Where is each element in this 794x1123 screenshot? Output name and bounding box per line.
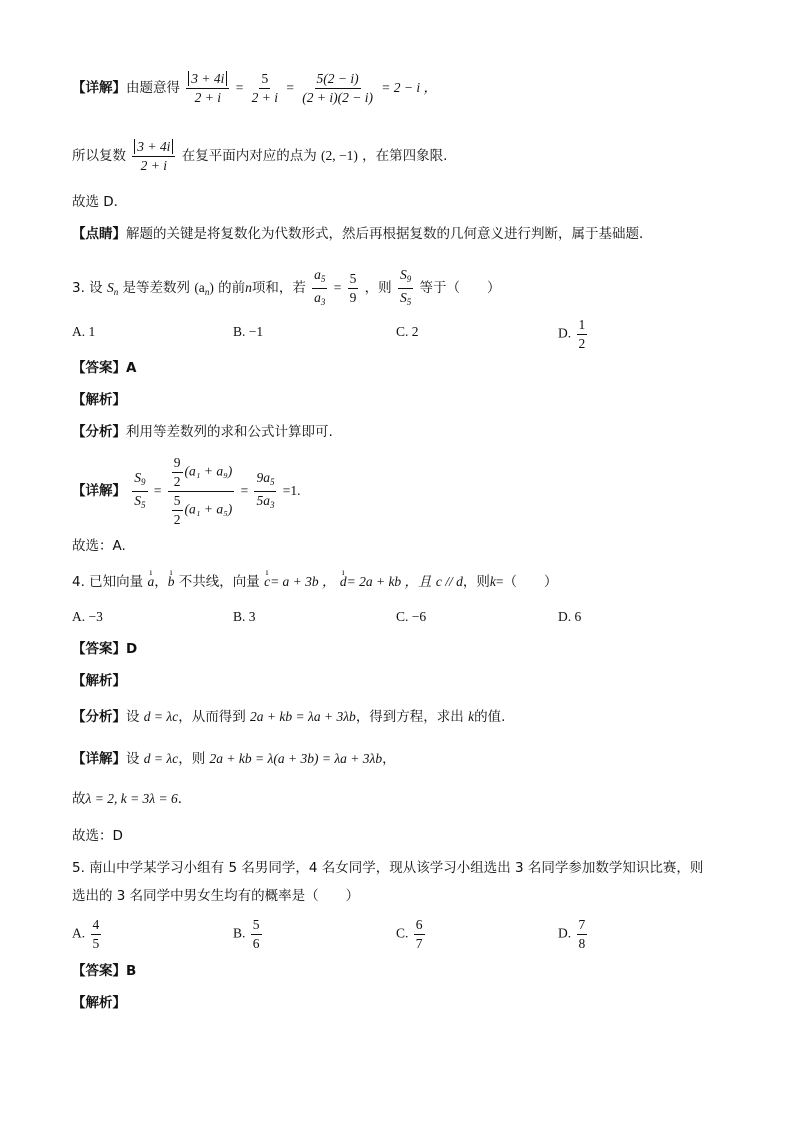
q5-stem-line-2: 选出的 3 名同学中男女生均有的概率是（ ） bbox=[72, 888, 360, 904]
q2-detail-line: 【详解】由题意得 $\frac{3 + 4i}{2 + i}$ = $\frac{5}{2 + i}$ = $\frac{5(2 - i)}{(2 + i)(2 - i)}$ = 2 − i ， bbox=[72, 71, 437, 105]
q4-fenxi: 【分析】设 d = λc，从而得到 2a + kb = λa + 3λb，得到方程，求出 k的值. bbox=[72, 709, 506, 725]
q2-conclusion-line bbox=[72, 138, 447, 175]
q4-choose: 故选：D bbox=[72, 828, 123, 844]
q4-option-b: B. 3 bbox=[233, 609, 256, 624]
q3-answer: 【答案】A bbox=[72, 360, 137, 376]
q3-option-a: A. 1 bbox=[72, 324, 96, 339]
q4-answer: 【答案】D bbox=[72, 641, 138, 657]
q4-so: 故λ = 2, k = 3λ = 6． bbox=[72, 791, 192, 807]
detail-tag: 【详解】 bbox=[72, 80, 126, 96]
q4-stem: 4. 已知向量 ı a，ı b 不共线，向量 ı c= a + 3b ， ı d= 2a + kb ，且 c // d，则k=（ ） bbox=[72, 572, 557, 592]
fraction-5-over: $\frac{5}{2 + i}$ bbox=[251, 71, 279, 105]
fraction-abs-3-4i: $\frac{3 + 4i}{2 + i}$ bbox=[186, 70, 229, 107]
fraction-1-2: $\frac{1}{2}$ bbox=[578, 317, 586, 351]
q5-answer: 【答案】B bbox=[72, 963, 137, 979]
fraction-9a5-5a3: $\frac{9a_5}{5a_3}$ bbox=[256, 470, 275, 510]
q5-option-d: D. $\frac{7}{8}$ bbox=[558, 917, 586, 951]
q4-option-c: C. −6 bbox=[396, 609, 427, 624]
q4-detail: 【详解】设 d = λc，则 2a + kb = λ(a + 3b) = λa + 3λb， bbox=[72, 751, 396, 767]
fraction-s9-s5: $\frac{S_9}{S_5}$ bbox=[399, 267, 412, 307]
detail-result: = 2 − i ， bbox=[381, 80, 437, 95]
fraction-complex: $\frac{3 + 4i}{2 + i}$ bbox=[132, 138, 175, 175]
q5-option-b: B. $\frac{5}{6}$ bbox=[233, 917, 260, 951]
q5-option-a: A. $\frac{4}{5}$ bbox=[72, 917, 100, 951]
comment-text: 解题的关键是将复数化为代数形式，然后再根据复数的几何意义进行判断，属于基础题． bbox=[126, 226, 653, 242]
q3-option-d: D. $\frac{1}{2}$ bbox=[558, 317, 586, 351]
conclusion-lead: 所以复数 bbox=[72, 148, 126, 164]
complex-point: (2, −1) bbox=[321, 148, 358, 163]
detail-lead: 由题意得 bbox=[126, 80, 180, 96]
fraction-s9-s5-detail: $\frac{S_9}{S_5}$ bbox=[134, 470, 146, 510]
q3-option-c: C. 2 bbox=[396, 324, 419, 339]
q4-option-a: A. −3 bbox=[72, 609, 103, 624]
q3-analysis: 【解析】 bbox=[72, 392, 126, 408]
fraction-a5-a3: $\frac{a_5}{a_3}$ bbox=[314, 267, 326, 307]
fraction-nested-sum: $\frac{9}{2}$ (a₁ + a₉) $\frac{5}{2}$ (a₁ + a₅) bbox=[168, 454, 235, 529]
conclusion-text: 在复平面内对应的点为 bbox=[181, 148, 317, 164]
q3-choose: 故选：A. bbox=[72, 538, 126, 554]
q4-analysis: 【解析】 bbox=[72, 673, 126, 689]
q3-detail: 【详解】 $\frac{S_9}{S_5}$ = $\frac{9}{2}$ (a₁ + a₉) $\frac{5}{2}$ (a₁ + a₅) = $\frac{9a_5}{5a_3}$ =1. bbox=[72, 455, 301, 527]
q3-stem: 3. 设 $S_n$ 是等差数列 $(a_n)$ 的前n项和，若 $\frac{a_5}{a_3}$ = $\frac{5}{9}$ ，则 $\frac{S_9}{S_5}$ 等于（ ） bbox=[72, 266, 501, 311]
q5-stem-line-1: 5. 南山中学某学习小组有 5 名男同学，4 名女同学，现从该学习小组选出 3 名同学参加数学知识比赛，则 bbox=[72, 860, 704, 876]
q5-analysis: 【解析】 bbox=[72, 995, 126, 1011]
q2-comment-line bbox=[72, 224, 653, 244]
fraction-conjugate: $\frac{5(2 - i)}{(2 + i)(2 - i)}$ bbox=[302, 71, 373, 105]
q2-choose: 故选 D． bbox=[72, 194, 128, 210]
conclusion-tail: ，在第四象限. bbox=[362, 148, 448, 164]
q5-option-c: C. $\frac{6}{7}$ bbox=[396, 917, 423, 951]
q3-fenxi: 【分析】利用等差数列的求和公式计算即可. bbox=[72, 424, 333, 440]
q3-option-b: B. −1 bbox=[233, 324, 264, 339]
comment-tag: 【点睛】 bbox=[72, 226, 126, 242]
q4-option-d: D. 6 bbox=[558, 609, 582, 624]
fraction-5-9: $\frac{5}{9}$ bbox=[349, 271, 357, 305]
